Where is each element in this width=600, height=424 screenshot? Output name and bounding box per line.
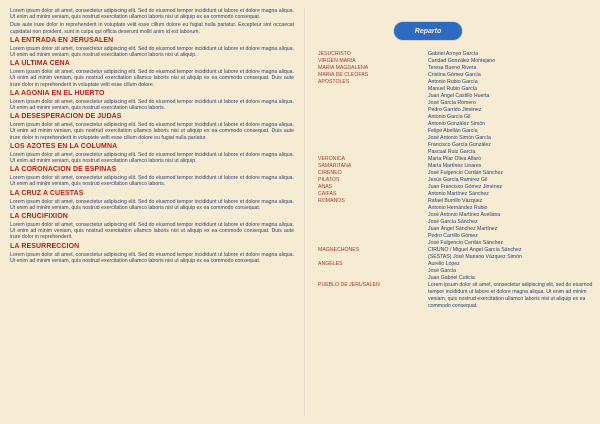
cast-actors [428, 247, 594, 261]
cast-row [318, 170, 594, 177]
cast-role: ANAS [318, 184, 333, 190]
section-text: Lorem ipsum dolor sit amet, consectetur adipiscing elit. Sed do eiusmod tempor incididunt ut labore et dolore magna aliqua. Ut enim ad minim veniam, quis nostrud exercitation ullamco laboris nisi ut aliquip. [10, 151, 294, 165]
actor-name: Antonio García Gil [428, 114, 471, 120]
actor-name: Felipe Abellán García [428, 128, 478, 134]
section-title: LA DESESPERACION DE JUDAS [10, 113, 122, 121]
cast-row [318, 247, 594, 261]
section-text: Lorem ipsum dolor sit amet, consectetur adipiscing elit. Sed do eiusmod tempor incididunt ut labore et dolore magna aliqua. Ut enim ad minim veniam, quis nostrud exercitation ullamco laboris nisi ut aliquip ex ea commodo consequat. Duis aute irure dolor in reprehenderit in voluptate velit esse cillum dolore. [10, 69, 294, 88]
cast-row [318, 282, 594, 310]
section-title: LA ULTIMA CENA [10, 60, 70, 68]
cast-role: MAGNECHONES [318, 247, 360, 253]
cast-role: PILATOS [318, 177, 340, 183]
cast-actors [428, 58, 594, 65]
cast-role: CIRENEO [318, 170, 342, 176]
cast-actors [428, 261, 594, 282]
cast-row [318, 191, 594, 198]
cast-row [318, 163, 594, 170]
story-section [10, 243, 294, 264]
cast-row [318, 261, 594, 282]
section-title: LA CORONACION DE ESPINAS [10, 166, 117, 174]
actor-name: Antonio Hernández Rubio [428, 205, 488, 211]
section-title: LA AGONIA EN EL HUERTO [10, 89, 105, 97]
cast-role: ROMANOS [318, 198, 345, 204]
actor-name: Caridad González Montejano [428, 58, 496, 64]
actor-name: Juan Gabriel Cuticia [428, 275, 475, 281]
actor-name: Antonio González Simón [428, 121, 486, 127]
actor-name: Rafael Burrillo Vázquez [428, 198, 483, 204]
cast-row [318, 72, 594, 79]
actor-name: José García [428, 268, 456, 274]
story-section [10, 190, 294, 211]
cast-actors [428, 177, 594, 184]
actor-name: Pascual Ruiz García [428, 149, 476, 155]
section-text: Lorem ipsum dolor sit amet, consectetur adipiscing elit. Sed do eiusmod tempor incididunt ut labore et dolore magna aliqua. Ut enim ad minim veniam, quis nostrud exercitation ullamco laboris. [10, 175, 294, 188]
section-title: LA CRUZ A CUESTAS [10, 189, 84, 197]
actor-name: José Fulgencio Cerdán Sánchez [428, 240, 503, 246]
cast-role: JESUCRISTO [318, 51, 351, 57]
actor-name: Pedro Carrillo Gómez [428, 233, 478, 239]
section-text: Lorem ipsum dolor sit amet, consectetur adipiscing elit. Sed do eiusmod tempor incididunt ut labore et dolore magna aliqua. Ut enim ad minim veniam, quis nostrud exercitation ullamco laboris nisi ut aliquip. [10, 45, 294, 59]
cast-actors [428, 170, 594, 177]
cast-role: MARIA DE CLEOFAS [318, 72, 369, 78]
section-text: Lorem ipsum dolor sit amet, consectetur adipiscing elit. Sed do eiusmod tempor incididunt ut labore et dolore magna aliqua. Ut enim ad minim veniam, quis nostrud exercitation ullamco laboris nisi ut aliquip ex ea commodo consequat. Duis aute irure dolor in reprehenderit in voluptate velit esse cillum dolore eu fugiat nulla pariatur. [10, 122, 294, 141]
cast-row [318, 198, 594, 247]
story-section [10, 143, 294, 164]
actor-name: Aurelio López [428, 261, 460, 267]
actor-name: José Fulgencio Cerdán Sánchez [428, 170, 503, 176]
actor-name: Jesús García Ramírez Gil [428, 177, 488, 183]
section-text: Lorem ipsum dolor sit amet, consectetur adipiscing elit. Sed do eiusmod tempor incididunt ut labore et dolore magna aliqua. Ut enim ad minim veniam, quis nostrud exercitation ullamco laboris nisi ut aliquip ex ea commodo consequat. [10, 198, 294, 211]
cast-actors [428, 191, 594, 198]
actor-name: José García Sánchez [428, 219, 478, 225]
actor-name: José Antonio Martínez Avellana [428, 212, 501, 218]
section-title: LA CRUCIFIXION [10, 213, 68, 221]
actor-name: Juan Ángel Sánchez Martínez [428, 226, 498, 232]
right-column [318, 8, 594, 416]
cast-role: SAMARITANA [318, 163, 352, 169]
story-section [10, 37, 294, 58]
cast-role: PUEBLO DE JERUSALEN [318, 282, 380, 288]
cast-actors [428, 51, 594, 58]
section-title: LA ENTRADA EN JERUSALEN [10, 36, 114, 44]
cast-role: APOSTOLES [318, 79, 350, 85]
section-title: LOS AZOTES EN LA COLUMNA [10, 142, 118, 150]
intro-block [10, 8, 294, 35]
cast-row [318, 177, 594, 184]
actor-name: Gabriel Arroyo García [428, 51, 479, 57]
story-section [10, 113, 294, 141]
actor-name: María Pilar Oliva Alfaro [428, 156, 482, 162]
cast-row [318, 65, 594, 72]
cast-role: VIRGEN MARIA [318, 58, 356, 64]
column-divider [304, 8, 305, 416]
cast-actors [428, 282, 594, 310]
cast-role: VERONICA [318, 156, 346, 162]
section-text: Lorem ipsum dolor sit amet, consectetur adipiscing elit. Sed do eiusmod tempor incididunt ut labore et dolore magna aliqua. Ut enim ad minim veniam, quis nostrud exercitation ullamco laboris nisi ut aliquip ex ea commodo consequat. [10, 251, 294, 264]
cast-row [318, 79, 594, 156]
actor-name: Pedro Garrido Jiménez [428, 107, 482, 113]
story-section [10, 213, 294, 241]
cast-actors [428, 79, 594, 156]
cast-actors [428, 198, 594, 247]
cast-badge-label: Reparto [414, 27, 442, 35]
actor-name: Antonio Martínez Sánchez [428, 191, 489, 197]
cast-role: MARIA MAGDALENA [318, 65, 369, 71]
sections-block [10, 37, 294, 264]
cast-role: ANGELES [318, 261, 343, 267]
actor-name: Manuel Rubio García [428, 86, 478, 92]
intro-paragraph: Duis aute irure dolor in reprehenderit in voluptate velit esse cillum dolore eu fugiat nulla pariatur. Excepteur sint occaecat cupidatat non proident, sunt in culpa qui officia deserunt mollit anim id est laborum. [10, 22, 294, 35]
section-text: Lorem ipsum dolor sit amet, consectetur adipiscing elit. Sed do eiusmod tempor incididunt ut labore et dolore magna aliqua. Ut enim ad minim veniam, quis nostrud exercitation ullamco laboris. [10, 98, 294, 112]
left-column [10, 8, 294, 416]
actor-name: CIRUNO / Miguel Ángel García Sánchez [428, 247, 522, 253]
actor-name: Teresa Bueno Rivera [428, 65, 477, 71]
cast-list [318, 51, 594, 310]
actor-name: Francisco García González [428, 142, 491, 148]
actor-name: José García Romero [428, 100, 476, 106]
actor-name: Lorem ipsum dolor sit amet, consectetur adipiscing elit, sed do eiusmod tempor incididunt ut labore et dolore magna aliqua. Ut enim ad minim veniam, quis nostrud exercitation ullamco laboris nisi ut aliquip ex ea commodo consequat. [428, 282, 593, 309]
actor-name: Antonio Rubio García [428, 79, 478, 85]
cast-row [318, 184, 594, 191]
cast-row [318, 51, 594, 58]
cast-row [318, 58, 594, 65]
story-section [10, 60, 294, 88]
intro-paragraph: Lorem ipsum dolor sit amet, consectetur adipiscing elit. Sed do eiusmod tempor incididunt ut labore et dolore magna aliqua. Ut enim ad minim veniam, quis nostrud exercitation ullamco laboris nisi ut aliquip ex ea commodo consequat. [10, 8, 294, 21]
actor-name: José Antonio Simón García [428, 135, 491, 141]
story-section [10, 166, 294, 187]
actor-name: María Martínez Linares [428, 163, 482, 169]
cast-role: CAIFAS [318, 191, 337, 197]
actor-name: Juan Ángel Castillo Huerta [428, 93, 490, 99]
actor-name: Juan Francisco Gómez Jiménez [428, 184, 503, 190]
cast-badge [394, 22, 462, 40]
section-title: LA RESURRECCION [10, 242, 80, 250]
cast-actors [428, 65, 594, 72]
cast-actors [428, 72, 594, 79]
cast-row [318, 156, 594, 163]
actor-name: Cristina Gómez García [428, 72, 481, 78]
actor-name: (SESTAS) José Mariano Vázquez Simón [428, 254, 522, 260]
story-section [10, 90, 294, 111]
cast-actors [428, 163, 594, 170]
cast-actors [428, 156, 594, 163]
cast-actors [428, 184, 594, 191]
section-text: Lorem ipsum dolor sit amet, consectetur adipiscing elit. Sed do eiusmod tempor incididunt ut labore et dolore magna aliqua. Ut enim ad minim veniam, quis nostrud exercitation ullamco laboris nisi ut aliquip ex ea commodo consequat. Duis aute irure dolor in reprehenderit. [10, 222, 294, 241]
